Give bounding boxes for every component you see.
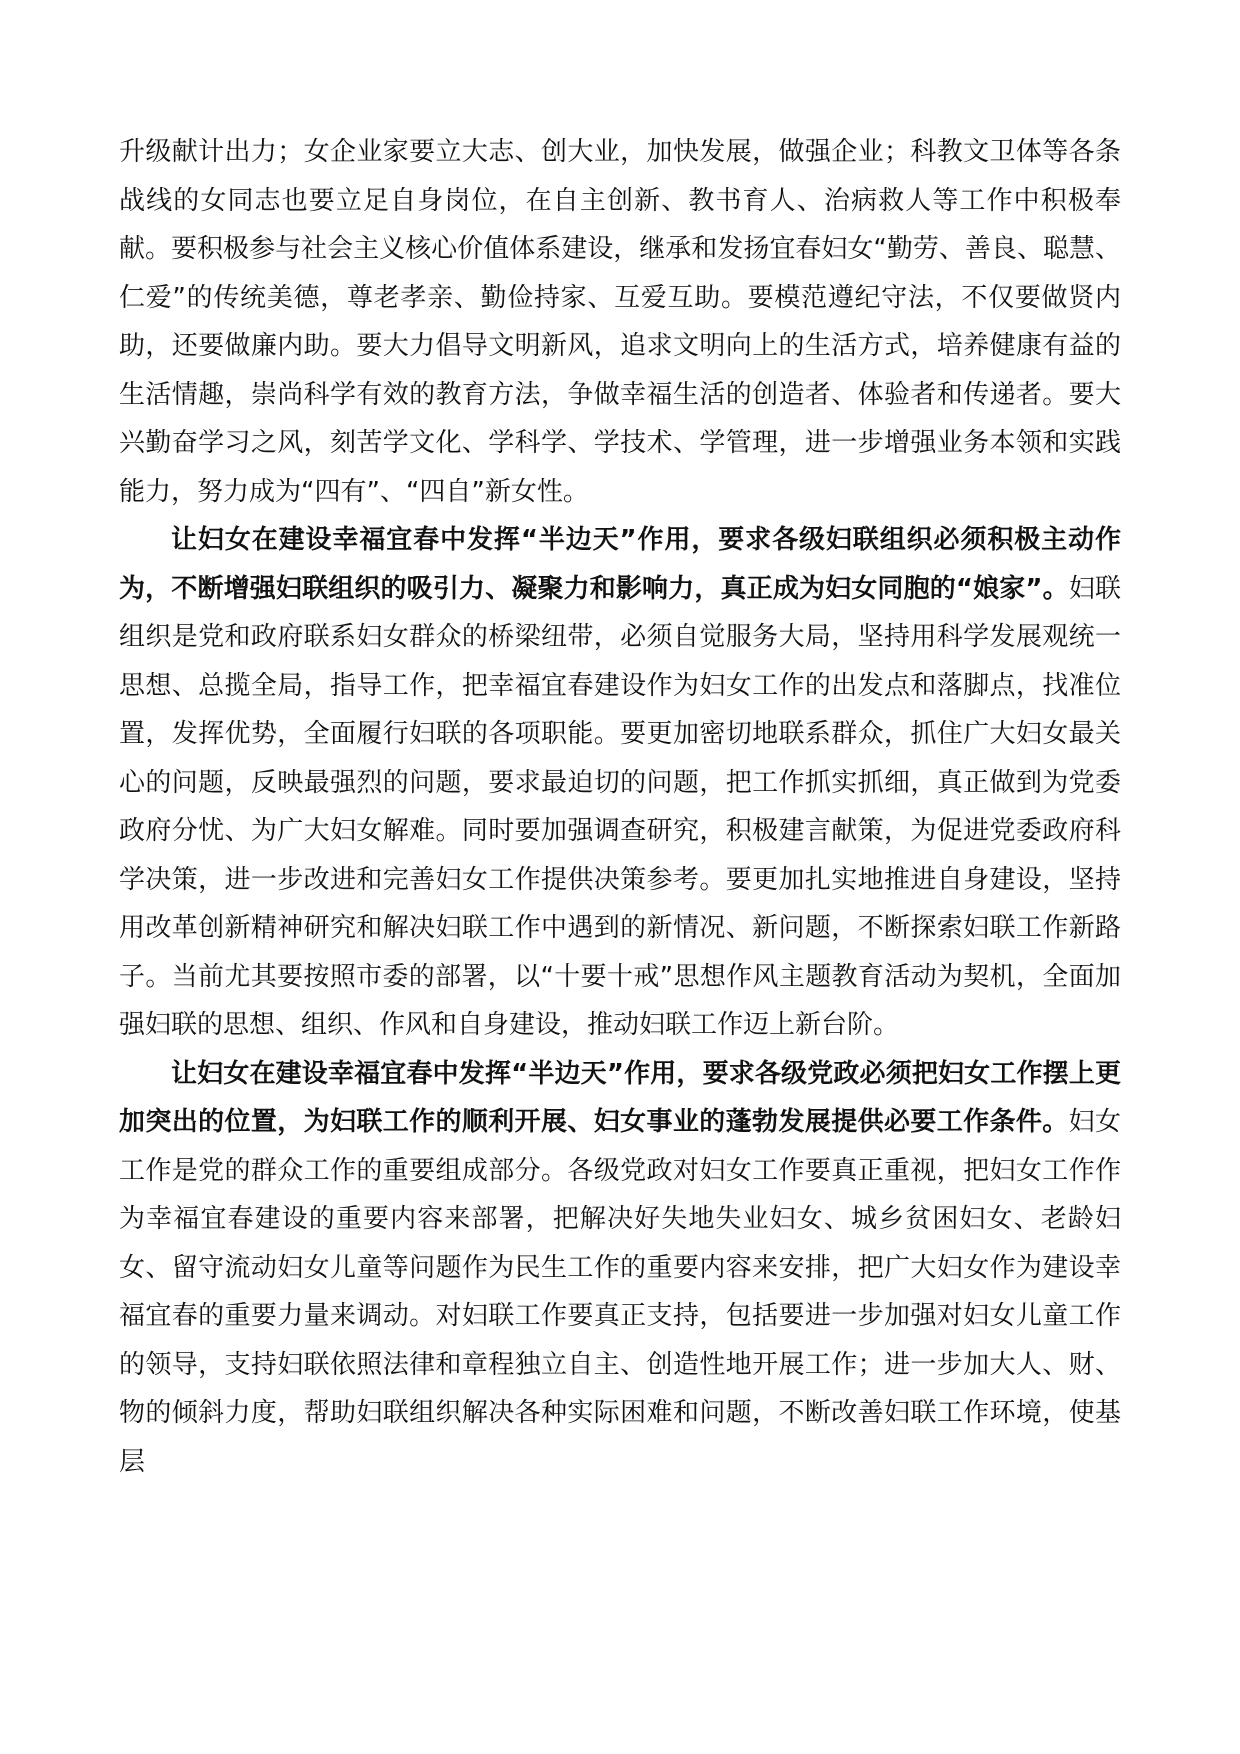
paragraph-body: 妇联组织是党和政府联系妇女群众的桥梁纽带，必须自觉服务大局，坚持用科学发展观统一思想、总揽全局，指导工作，把幸福宜春建设作为妇女工作的出发点和落脚点，找准位置，发挥优势，全面履行妇联的各项职能。要更加密切地联系群众，抓住广大妇女最关心的问题，反映最强烈的问题，要求最迫切的问题，把工作抓实抓细，真正做到为党委政府分忧、为广大妇女解难。同时要加强调查研究，积极建言献策，为促进党委政府科学决策，进一步改进和完善妇女工作提供决策参考。要更加扎实地推进自身建设，坚持用改革创新精神研究和解决妇联工作中遇到的新情况、新问题，不断探索妇联工作新路子。当前尤其要按照市委的部署，以“十要十戒”思想作风主题教育活动为契机，全面加强妇联的思想、组织、作风和自身建设，推动妇联工作迈上新台阶。 — [119, 573, 1121, 1040]
document-page — [119, 128, 1121, 1486]
paragraph-body: 升级献计出力；女企业家要立大志、创大业，加快发展，做强企业；科教文卫体等各条战线的女同志也要立足自身岗位，在自主创新、教书育人、治病救人等工作中积极奉献。要积极参与社会主义核心价值体系建设，继承和发扬宜春妇女“勤劳、善良、聪慧、仁爱”的传统美德，尊老孝亲、勤俭持家、互爱互助。要模范遵纪守法，不仅要做贤内助，还要做廉内助。要大力倡导文明新风，追求文明向上的生活方式，培养健康有益的生活情趣，崇尚科学有效的教育方法，争做幸福生活的创造者、体验者和传递者。要大兴勤奋学习之风，刻苦学文化、学科学、学技术、学管理，进一步增强业务本领和实践能力，努力成为“四有”、“四自”新女性。 — [119, 137, 1121, 507]
paragraph-body: 妇女工作是党的群众工作的重要组成部分。各级党政对妇女工作要真正重视，把妇女工作作为幸福宜春建设的重要内容来部署，把解决好失地失业妇女、城乡贫困妇女、老龄妇女、留守流动妇女儿童等问题作为民生工作的重要内容来安排，把广大妇女作为建设幸福宜春的重要力量来调动。对妇联工作要真正支持，包括要进一步加强对妇女儿童工作的领导，支持妇联依照法律和章程独立自主、创造性地开展工作；进一步加大人、财、物的倾斜力度，帮助妇联组织解决各种实际困难和问题，不断改善妇联工作环境，使基层 — [119, 1107, 1121, 1477]
paragraph-lead: 让妇女在建设幸福宜春中发挥“半边天”作用，要求各级党政必须把妇女工作摆上更加突出的位置，为妇联工作的顺利开展、妇女事业的蓬勃发展提供必要工作条件。 — [119, 1058, 1121, 1137]
paragraph-lead: 让妇女在建设幸福宜春中发挥“半边天”作用，要求各级妇联组织必须积极主动作为，不断增强妇联组织的吸引力、凝聚力和影响力，真正成为妇女同胞的“娘家”。 — [119, 525, 1121, 604]
paragraph-continuation — [119, 128, 1121, 516]
paragraph-party-government — [119, 1050, 1121, 1487]
paragraph-womens-federation — [119, 516, 1121, 1050]
